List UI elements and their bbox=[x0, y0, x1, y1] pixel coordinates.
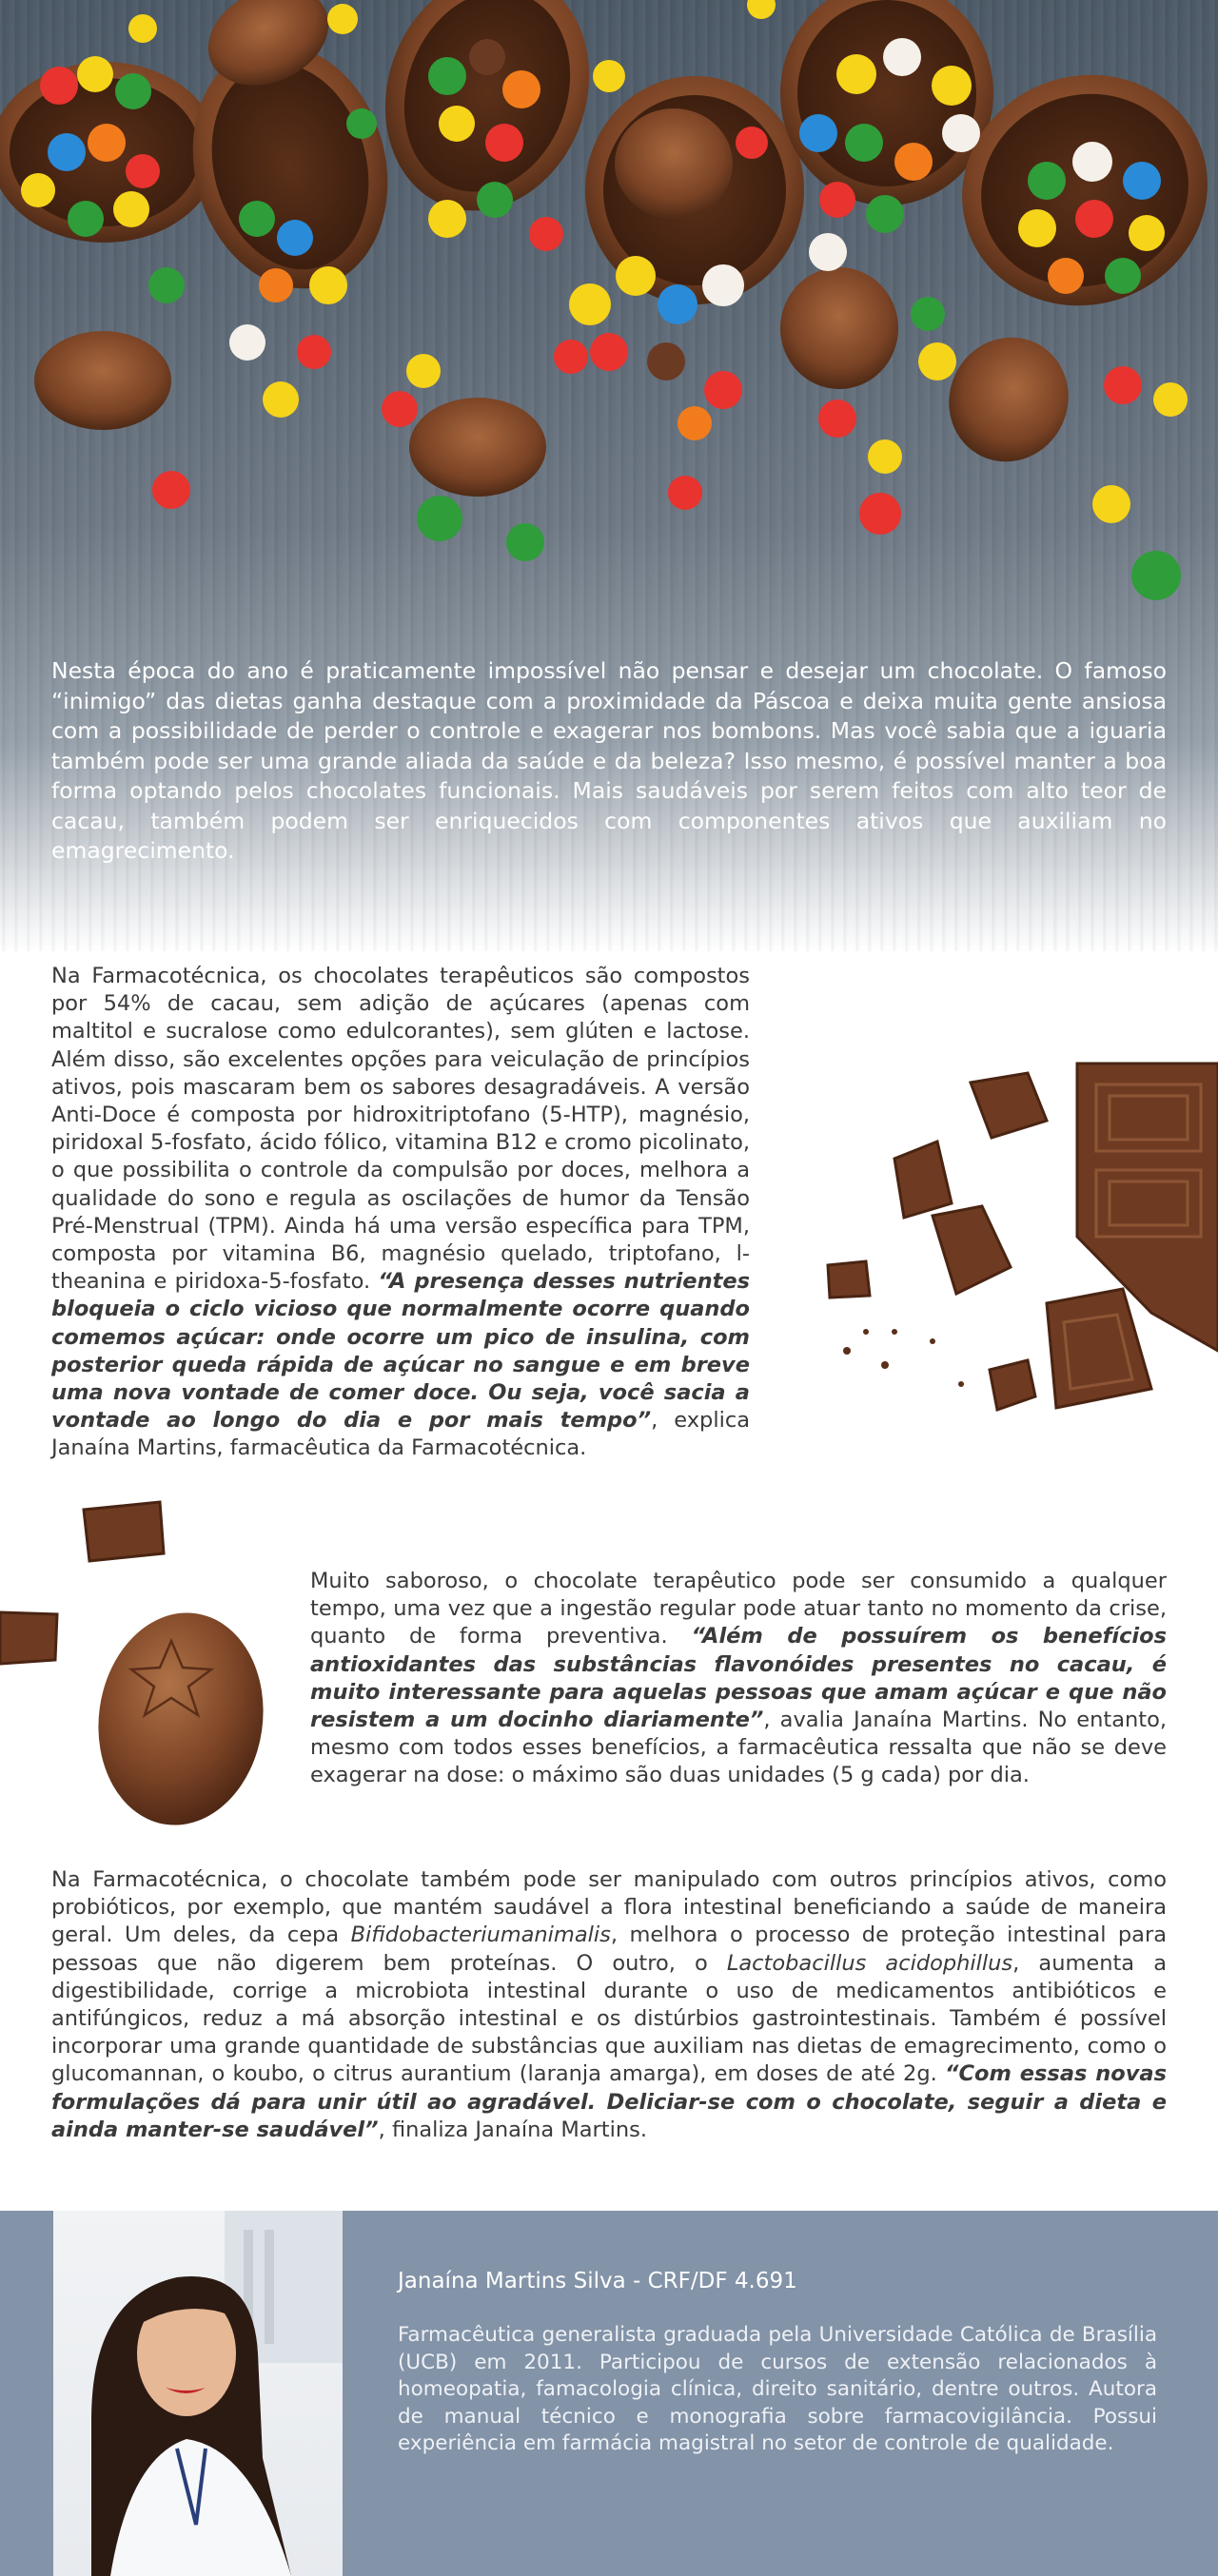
section-3-text-1: Na Farmacotécnica, o chocolate também pode ser manipulado com outros princípios ativos, como probióticos, por exemplo, que mantém saudável a flora intestinal beneficiando a saúde de maneira geral. Um deles, da cepa bbox=[51, 1867, 1167, 1948]
section-3-text-2: , melhora o processo de proteção intestinal para pessoas que não digerem bem proteínas. O outro, o bbox=[51, 1922, 1167, 1976]
section-1-quote: “A presença desses nutrientes bloqueia o ciclo vicioso que normalmente ocorre quando comemos açúcar: onde ocorre um pico de insulina, com posterior queda rápida de açúcar no sangue e em breve uma nova vontade de comer doce. Ou seja, você sacia a vontade ao longo do dia e por mais tempo” bbox=[51, 1269, 750, 1434]
chocolate-egg-image bbox=[0, 1498, 285, 1860]
section-3-paragraph bbox=[51, 1866, 1167, 2144]
section-3-text-3: , aumenta a digestibilidade, corrige a microbiota intestinal durante o uso de medicamentos antibióticos e antifúngicos, reduz a má absorção intestinal e os distúrbios gastrointestinais. Também é possível incorporar uma grande quantidade de substâncias que auxiliam nas dietas de emagrecimento, como o glucomannan, o koubo, o citrus aurantium (laranja amarga), em doses de até 2g. bbox=[51, 1950, 1167, 2087]
section-2-quote: “Além de possuírem os benefícios antioxidantes das substâncias flavonóides presentes no cacau, é muito interessante para aquelas pessoas que amam açúcar e que não resistem a um docinho diariamente” bbox=[310, 1624, 1167, 1733]
section-2-text: Muito saboroso, o chocolate terapêutico pode ser consumido a qualquer tempo, uma vez que a ingestão regular pode atuar tanto no momento da crise, quanto de forma preventiva. bbox=[310, 1569, 1167, 1649]
author-bio: Farmacêutica generalista graduada pela Universidade Católica de Brasília (UCB) em 2011. Participou de cursos de extensão relacionados à homeopatia, famacologia clínica, direito sanitário, dentre outros. Autora de manual técnico e monografia sobre farmacovigilância. Possui experiência em farmácia magistral no setor de controle de qualidade. bbox=[398, 2323, 1157, 2456]
easter-eggs-illustration bbox=[0, 0, 1218, 666]
section-3-quote: “Com essas novas formulações dá para unir útil ao agradável. Deliciar-se com o chocolate, seguir a dieta e ainda manter-se saudável” bbox=[51, 2061, 1167, 2142]
section-1-attribution: , explica Janaína Martins, farmacêutica da Farmacotécnica. bbox=[51, 1408, 750, 1461]
section-2-paragraph bbox=[310, 1568, 1167, 1790]
species-name-1: Bifidobacteriumanimalis bbox=[350, 1922, 611, 1948]
section-1-paragraph bbox=[51, 963, 750, 1463]
section-3-attribution: , finaliza Janaína Martins. bbox=[378, 2117, 648, 2142]
section-1-text: Na Farmacotécnica, os chocolates terapêuticos são compostos por 54% de cacau, sem adição de açúcares (apenas com maltitol e sucralose como edulcorantes), sem glúten e lactose. Além disso, são excelentes opções para veiculação de princípios ativos, pois mascaram bem os sabores desagradáveis. A versão Anti-Doce é composta por hidroxitriptofano (5-HTP), magnésio, piridoxal 5-fosfato, ácido fólico, vitamina B12 e cromo picolinato, o que possibilita o controle da compulsão por doces, melhora a qualidade do sono e regula as oscilações de humor da Tensão Pré-Menstrual (TPM). Ainda há uma versão específica para TPM, composta por vitamina B6, magnésio quelado, triptofano, l-theanina e piridoxa-5-fosfato. bbox=[51, 964, 750, 1295]
species-name-2: Lactobacillus acidophillus bbox=[726, 1950, 1013, 1976]
author-name: Janaína Martins Silva - CRF/DF 4.691 bbox=[398, 2269, 797, 2293]
author-portrait-illustration bbox=[53, 2211, 343, 2576]
author-photo bbox=[53, 2211, 343, 2576]
section-2-attribution: , avalia Janaína Martins. No entanto, mesmo com todos esses benefícios, a farmacêutica ressalta que não se deve exagerar na dose: o máximo são duas unidades (5 g cada) por dia. bbox=[310, 1708, 1167, 1788]
intro-paragraph: Nesta época do ano é praticamente impossível não pensar e desejar um chocolate. O famoso “inimigo” das dietas ganha destaque com a proximidade da Páscoa e deixa muita gente ansiosa com a possibilidade de perder o controle e exagerar nos bombons. Mas você sabia que a iguaria também pode ser uma grande aliada da saúde e da beleza? Isso mesmo, é possível manter a boa forma optando pelos chocolates funcionais. Mais saudáveis por serem feitos com alto teor de cacau, também podem ser enriquecidos com componentes ativos que auxiliam no emagrecimento. bbox=[51, 657, 1167, 864]
hero-banner bbox=[0, 0, 1218, 951]
chocolate-pieces-image bbox=[742, 1046, 1218, 1465]
